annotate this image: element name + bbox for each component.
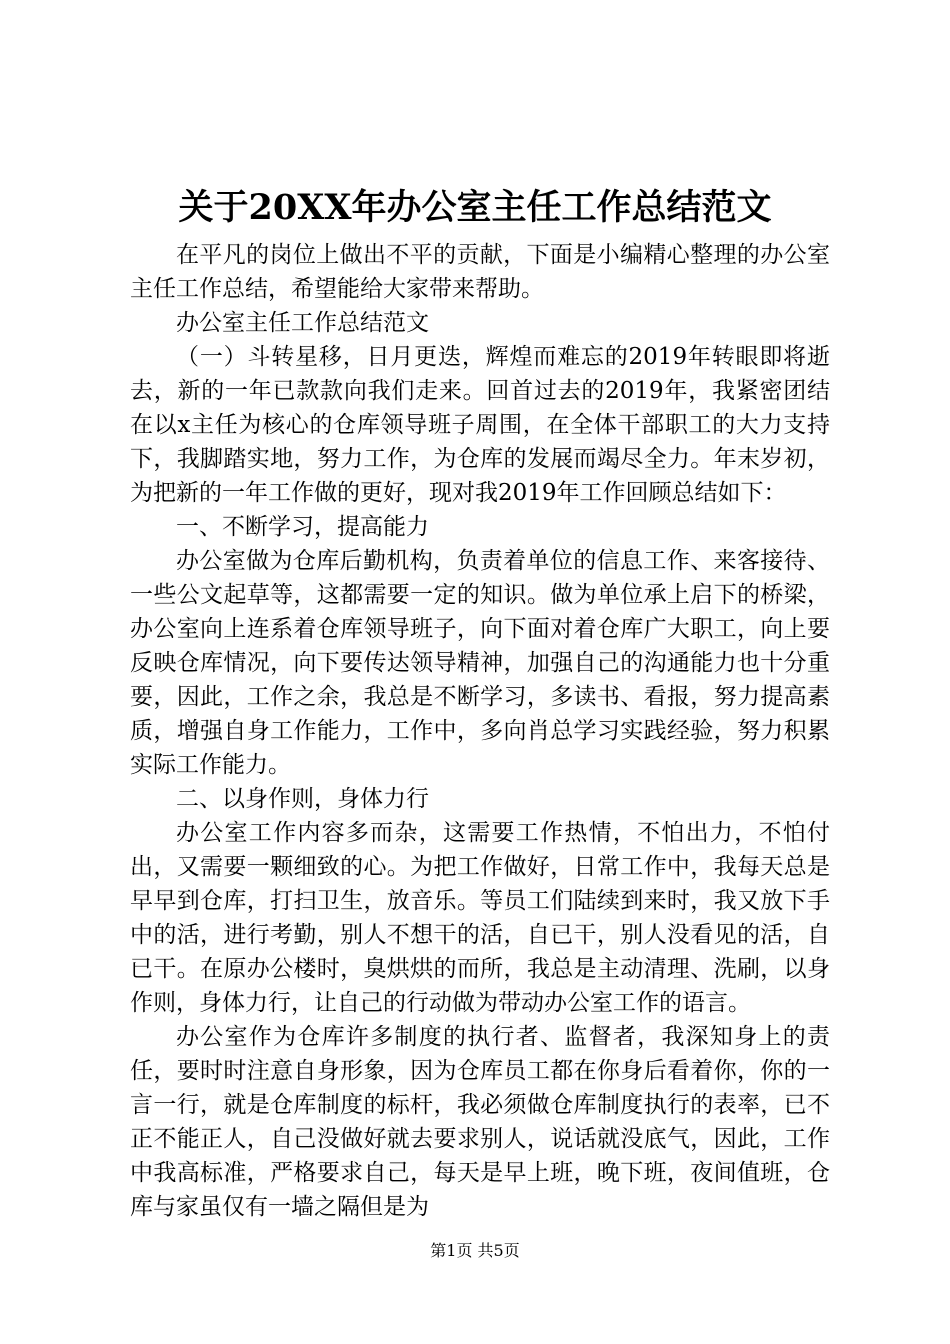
section-heading-2: 二、以身作则，身体力行 [176,786,429,812]
section-subtitle: 办公室主任工作总结范文 [176,310,429,336]
intro-paragraph: 在平凡的岗位上做出不平的贡献，下面是小编精心整理的办公室主任工作总结，希望能给大家带来帮助。 [130,242,830,302]
section-2-paragraph-1: 办公室工作内容多而杂，这需要工作热情，不怕出力，不怕付出，又需要一颗细致的心。为把工作做好，日常工作中，我每天总是早早到仓库，打扫卫生，放音乐。等员工们陆续到来时，我又放下手中的活，进行考勤，别人不想干的活，自已干，别人没看见的活，自已干。在原办公楼时，臭烘烘的而所，我总是主动清理、洗刷，以身作则，身体力行，让自己的行动做为带动办公室工作的语言。 [130,820,830,1016]
document-body [130,238,830,1224]
document-title: 关于20XX年办公室主任工作总结范文 [178,187,772,228]
section-heading-1: 一、不断学习，提高能力 [176,514,429,540]
page-number-footer: 第1页 共5页 [430,1241,520,1260]
summary-paragraph: （一）斗转星移，日月更迭，辉煌而难忘的2019年转眼即将逝去，新的一年已款款向我们走来。回首过去的2019年，我紧密团结在以x主任为核心的仓库领导班子周围，在全体干部职工的大力支持下，我脚踏实地，努力工作，为仓库的发展而竭尽全力。年末岁初，为把新的一年工作做的更好，现对我2019年工作回顾总结如下： [130,344,830,506]
section-1-paragraph: 办公室做为仓库后勤机构，负责着单位的信息工作、来客接待、一些公文起草等，这都需要一定的知识。做为单位承上启下的桥梁，办公室向上连系着仓库领导班子，向下面对着仓库广大职工，向上要反映仓库情况，向下要传达领导精神，加强自己的沟通能力也十分重要，因此，工作之余，我总是不断学习，多读书、看报，努力提高素质，增强自身工作能力，工作中，多向肖总学习实践经验，努力积累实际工作能力。 [130,548,830,778]
section-2-paragraph-2: 办公室作为仓库许多制度的执行者、监督者，我深知身上的责任，要时时注意自身形象，因为仓库员工都在你身后看着你，你的一言一行，就是仓库制度的标杆，我必须做仓库制度执行的表率，已不正不能正人，自己没做好就去要求别人，说话就没底气，因此，工作中我高标准，严格要求自己，每天是早上班，晚下班，夜间值班，仓库与家虽仅有一墙之隔但是为 [130,1024,830,1220]
